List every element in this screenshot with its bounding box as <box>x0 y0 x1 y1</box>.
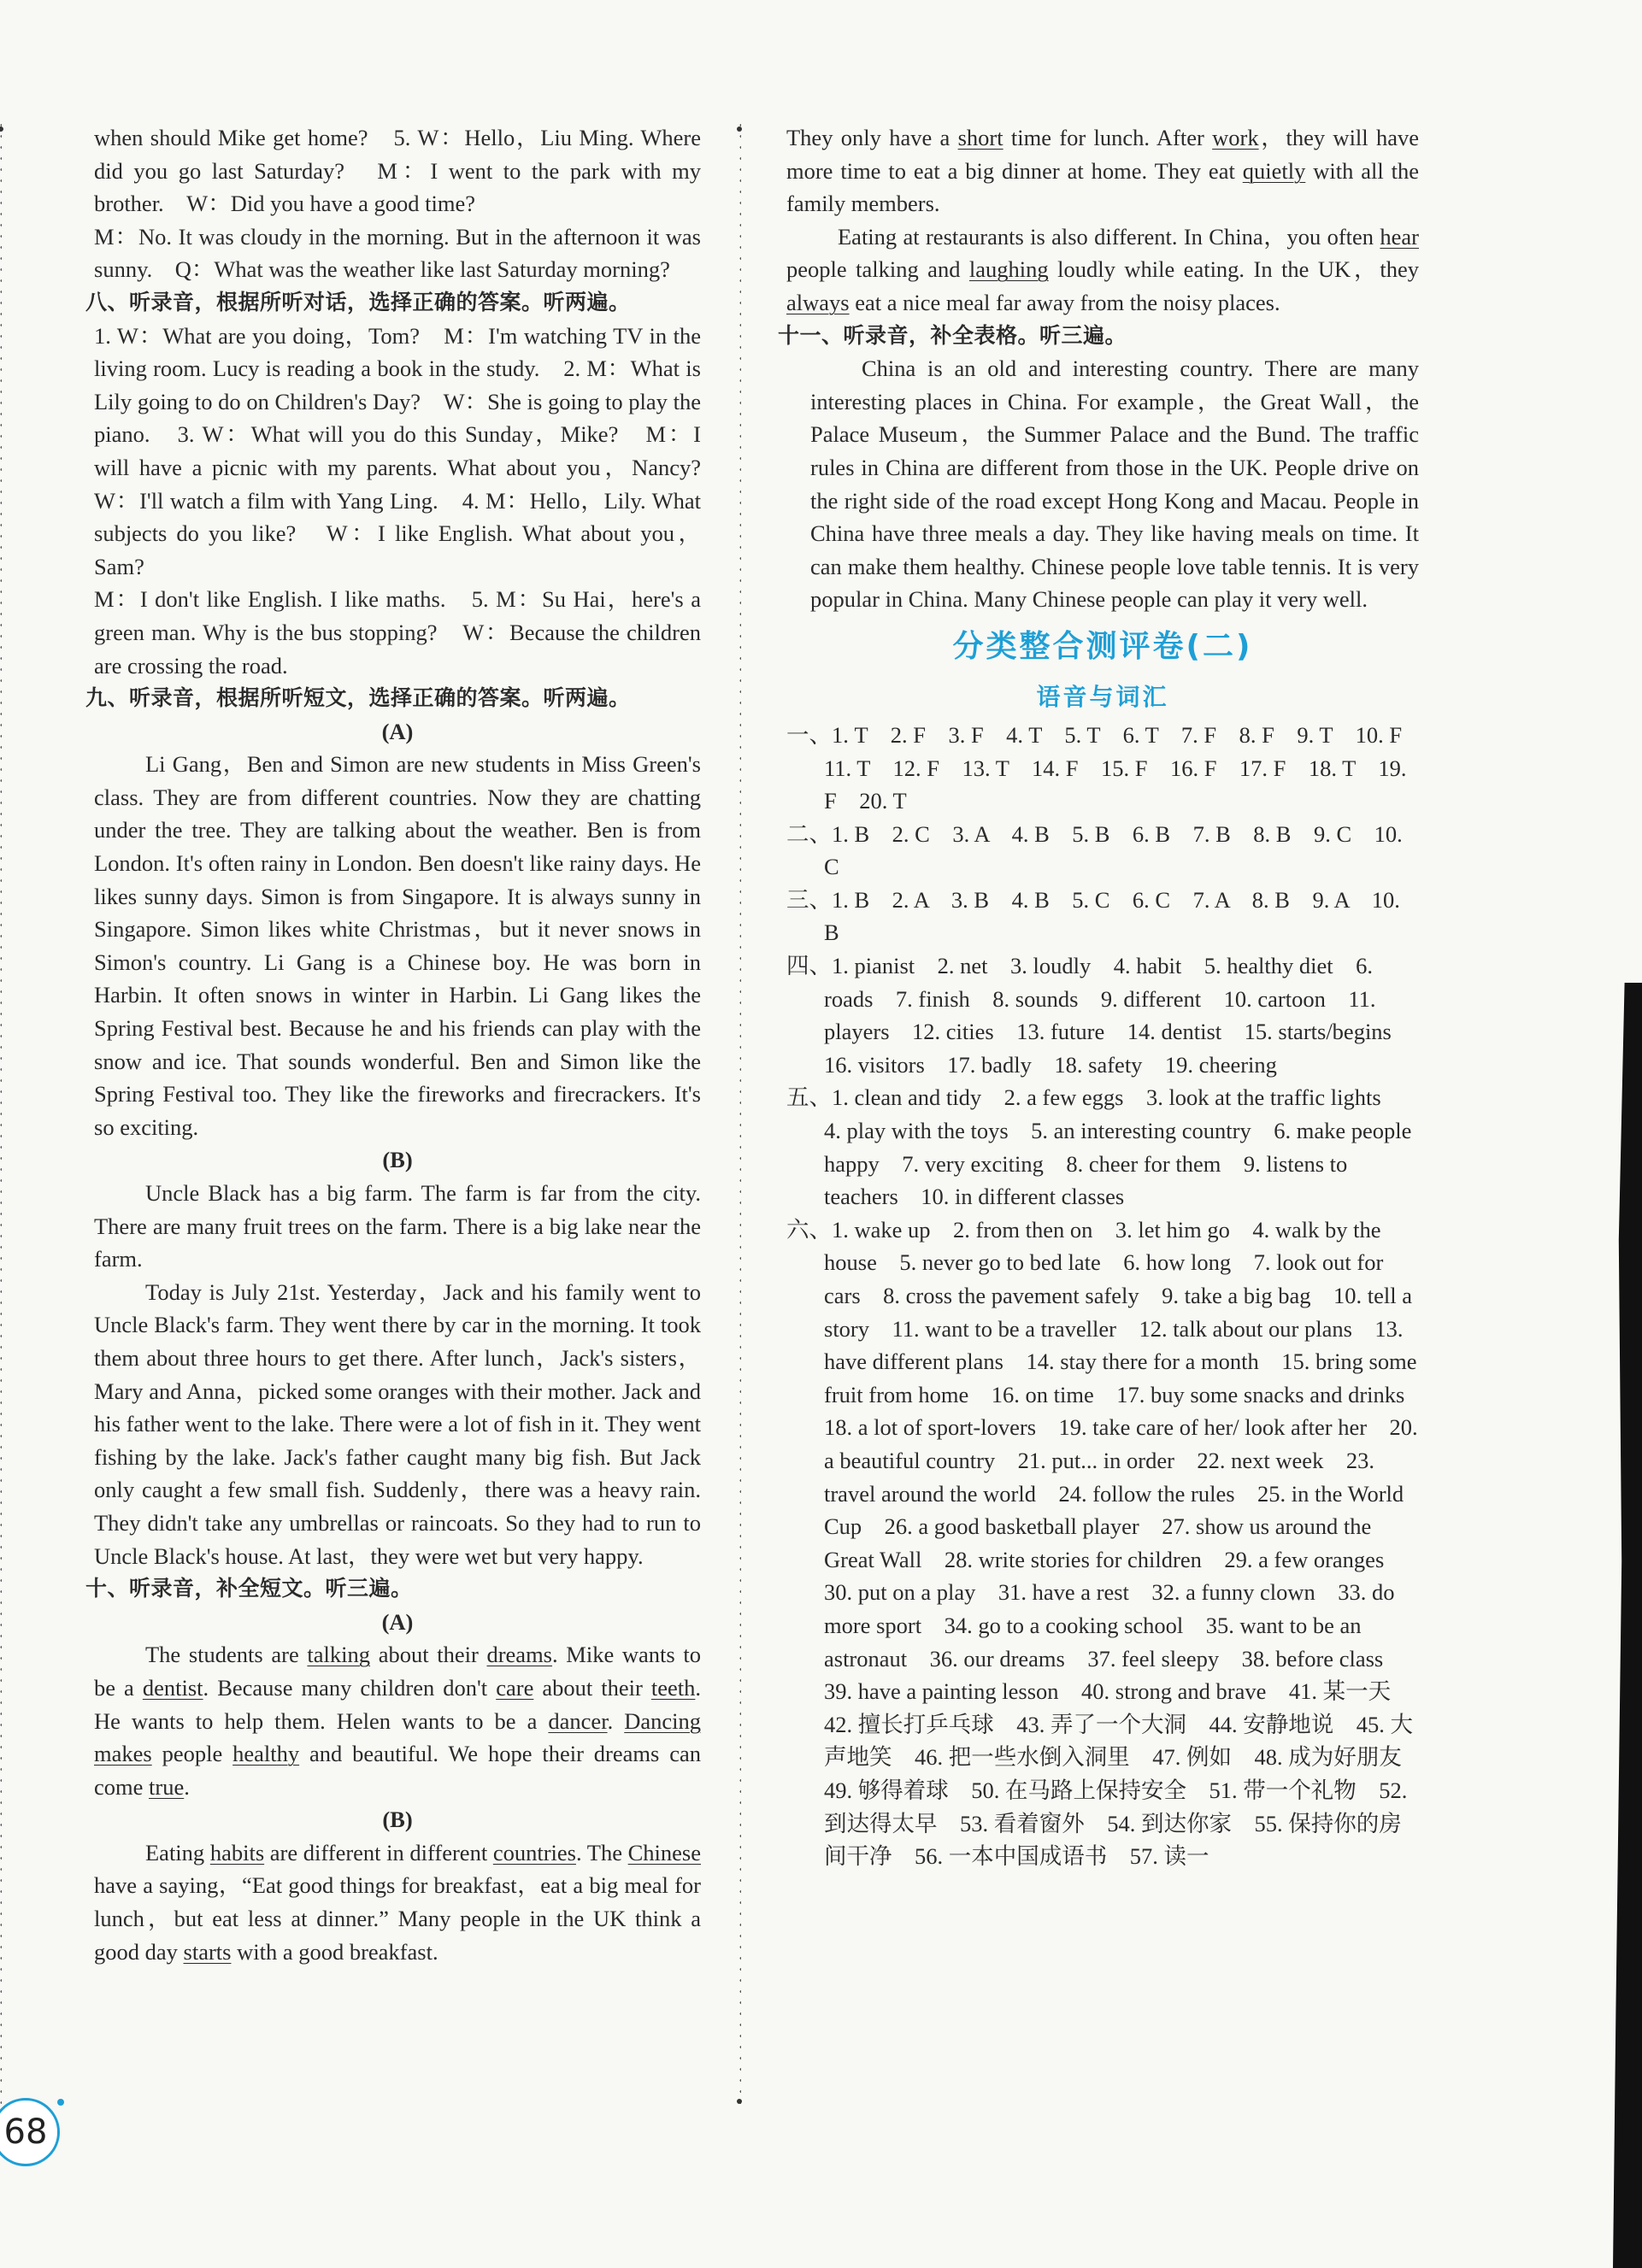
passage-text: . <box>184 1773 190 1800</box>
perforation-hole <box>737 126 742 132</box>
filled-blank-answer: dancer <box>548 1707 608 1734</box>
part-label-b: (B) <box>382 1147 413 1173</box>
filled-blank-answer: Dancing <box>624 1707 702 1734</box>
perforation-hole <box>0 126 3 132</box>
filled-blank-answer: countries <box>492 1839 576 1866</box>
table-passage: China is an old and interesting country. There are many interesting places in China. For example，the Great Wall，the Palace Museum，the Summer Palace and the Bund. The traffic rules in China are different from those in the UK. People drive on the right side of the road except Hong Kong and Macau. People in China have three meals a day. They like having meals on time. It can make them healthy. Chinese people love table tennis. It is very popular in China. Many Chinese people can play it very well. <box>810 355 1419 613</box>
passage-text: with a good breakfast. <box>231 1938 438 1965</box>
filled-blank-answer: always <box>786 289 850 315</box>
filled-blank-answer: makes <box>94 1741 152 1767</box>
passage-text: time for lunch. After <box>1003 125 1213 150</box>
right-column <box>778 121 1427 1873</box>
passage-text: are different in different <box>264 1839 493 1866</box>
part-label-a: (A) <box>381 1608 414 1635</box>
passage-text: Eating <box>145 1839 210 1866</box>
filled-blank-answer: short <box>957 125 1003 150</box>
passage-text: people talking and <box>786 256 969 283</box>
intro-para: M：No. It was cloudy in the morning. But in the afternoon it was sunny. Q：What was the weather like last Saturday morning? <box>94 223 701 283</box>
page-number: 68 <box>0 2098 60 2166</box>
filled-blank-answer: care <box>496 1674 534 1701</box>
passage-text: have a saying，“Eat good things for breakfast，eat a big meal for lunch，but eat less at dinner.” Many people in the UK think a good day <box>94 1872 701 1965</box>
answer-line: 二、1. B 2. C 3. A 4. B 5. B 6. B 7. B 8. B 9. C 10. C <box>786 820 1403 880</box>
passage-text: . Because many children don't <box>203 1674 497 1701</box>
test-subtitle: 语音与词汇 <box>1036 682 1169 711</box>
passage-a: Li Gang，Ben and Simon are new students in Miss Green's class. They are from different countries. Now they are chatting under the tree. They are talking about the weather. Ben is from London. It's often rainy in London. Ben doesn't like rainy days. He likes sunny days. Simon is from Singapore. It is always sunny in Singapore. Simon likes white Christmas，but it never snows in Simon's country. Li Gang is a Chinese boy. He was born in Harbin. It often snows in winter in Harbin. Li Gang likes the Spring Festival best. Because he and his friends can play with the snow and ice. That sounds wonderful. Ben and Simon like the Spring Festival too. They like the fireworks and firecrackers. It's so exciting. <box>94 751 701 1140</box>
filled-blank-answer: talking <box>307 1642 371 1668</box>
filled-blank-answer: Chinese <box>627 1839 701 1866</box>
filled-blank-answer: hear <box>1380 223 1419 250</box>
passage-text: . He wants to help them. Helen wants to be a <box>94 1674 702 1734</box>
filled-blank-answer: habits <box>209 1839 265 1866</box>
filled-blank-answer: starts <box>183 1938 232 1965</box>
passage-text: eat a nice meal far away from the noisy places. <box>849 289 1280 315</box>
center-perforation <box>739 120 741 2106</box>
filled-blank-answer: dentist <box>142 1674 203 1701</box>
dialogue-para: M：I don't like English. I like maths. 5. M：Su Hai，here's a green man. Why is the bus stopping? W：Because the children are crossing the road. <box>94 586 701 679</box>
cloze-passage-b-cont <box>786 121 1419 220</box>
filled-blank-answer: true <box>149 1773 185 1800</box>
passage-text: ，they will have more time to eat a big dinner at home. They eat <box>786 125 1419 184</box>
passage-text: about their <box>370 1642 487 1668</box>
answer-line: 六、1. wake up 2. from then on 3. let him go 4. walk by the house 5. never go to bed late 6. how long 7. look out for cars 8. cross the pavement safely 9. take a big bag 10. tell a story 11. want to be a traveller 12. talk about our plans 13. have different plans 14. stay there for a month 15. bring some fruit from home 16. on time 17. buy some snacks and drinks 18. a lot of sport-lovers 19. take care of her/ look after her 20. a beautiful country 21. put... in order 22. next week 23. travel around the world 24. follow the rules 25. in the World Cup 26. a good basketball player 27. show us around the Great Wall 28. write stories for children 29. a few oranges 30. put on a play 31. have a rest 32. a funny clown 33. do more sport 34. go to a cooking school 35. want to be an astronaut 36. our dreams 37. feel sleepy 38. before class 39. have a painting lesson 40. strong and brave 41. 某一天 42. 擅长打乒乓球 43. 弄了一个大洞 44. 安静地说 45. 大声地笑 46. 把一些水倒入洞里 47. 例如 48. 成为好朋友 49. 够得着球 50. 在马路上保持安全 51. 带一个礼物 52. 到达得太早 53. 看着窗外 54. 到达你家 55. 保持你的房间干净 56. 一本中国成语书 57. 读一 <box>786 1216 1427 1870</box>
dialogue-para: 1. W：What are you doing，Tom? M：I'm watching TV in the living room. Lucy is reading a book in the study. 2. M：What is Lily going to do on Children's Day? W：She is going to play the piano. 3. W：What will you do this Sunday，Mike? M：I will have a picnic with my parents. What about you，Nancy? W：I'll watch a film with Yang Ling. 4. M：Hello，Lily. What subjects do you like? W：I like English. What about you，Sam? <box>94 322 724 579</box>
filled-blank-answer: dreams <box>486 1642 552 1668</box>
passage-text: Eating at restaurants is also different. In China，you often <box>838 223 1380 250</box>
cloze-passage-b-cont2 <box>786 220 1419 320</box>
passage-text: about their <box>533 1674 651 1701</box>
passage-b-para2: Today is July 21st. Yesterday，Jack and his family went to Uncle Black's farm. They went there by car in the morning. It took them about three hours to get there. After lunch，Jack's sisters，Mary and Anna，picked some oranges with their mother. Jack and his father went to the lake. There were a lot of fish in it. They went fishing by the lake. Jack's father caught many big fish. But Jack only caught a few small fish. Suddenly，there was a heavy rain. They didn't take any umbrellas or raincoats. So they had to run to Uncle Black's house. At last，they were wet but very happy. <box>94 1278 701 1569</box>
cloze-passage-b <box>94 1836 701 1968</box>
passage-text: . <box>607 1707 625 1734</box>
filled-blank-answer: quietly <box>1242 157 1306 184</box>
passage-text: loudly while eating. In the UK，they <box>1048 256 1420 283</box>
part-label-a: (A) <box>381 718 414 744</box>
left-perforation <box>0 120 2 2106</box>
cloze-passage-a <box>94 1638 701 1803</box>
passage-text: . The <box>575 1839 628 1866</box>
scan-edge-shadow <box>1613 983 1642 2268</box>
passage-text: The students are <box>145 1642 308 1668</box>
passage-text: people <box>151 1741 233 1767</box>
section-heading-9: 九、听录音，根据所听短文，选择正确的答案。听两遍。 <box>85 685 631 711</box>
intro-para: when should Mike get home? 5. W：Hello，Liu Ming. Where did you go last Saturday? M：I went to the park with my brother. W：Did you have a good time? <box>94 125 701 217</box>
passage-b-para1: Uncle Black has a big farm. The farm is far from the city. There are many fruit trees on the farm. There is a big lake near the farm. <box>94 1180 701 1272</box>
answer-line: 四、1. pianist 2. net 3. loudly 4. habit 5. healthy diet 6. roads 7. finish 8. sounds 9. different 10. cartoon 11. players 12. cities 13. future 14. dentist 15. starts/begins 16. visitors 17. badly 18. safety 19. cheering <box>786 953 1415 1078</box>
filled-blank-answer: work <box>1212 125 1259 150</box>
filled-blank-answer: healthy <box>232 1741 300 1767</box>
answer-line: 五、1. clean and tidy 2. a few eggs 3. look at the traffic lights 4. play with the toys 5. an interesting country 6. make people happy 7. very exciting 8. cheer for them 9. listens to teachers 10. in different classes <box>786 1084 1412 1210</box>
part-label-b: (B) <box>382 1807 413 1833</box>
left-column <box>85 121 724 1968</box>
test-title: 分类整合测评卷(二) <box>952 628 1253 664</box>
passage-text: and beautiful. We hope their dreams can come <box>94 1741 701 1800</box>
perforation-hole <box>737 2099 742 2104</box>
filled-blank-answer: teeth <box>650 1674 696 1701</box>
answer-line: 三、1. B 2. A 3. B 4. B 5. C 6. C 7. A 8. B 9. A 10. B <box>786 886 1400 946</box>
answer-line: 一、1. T 2. F 3. F 4. T 5. T 6. T 7. F 8. F 9. T 10. F 11. T 12. F 13. T 14. F 15. F 16. F 17. F 18. T 19. F 20. T <box>786 721 1425 814</box>
passage-text: . Mike wants to be a <box>94 1642 701 1701</box>
passage-text: with all the family members. <box>786 157 1419 217</box>
section-heading-11: 十一、听录音，补全表格。听三遍。 <box>778 322 1127 348</box>
passage-text: They only have a <box>786 125 958 150</box>
filled-blank-answer: laughing <box>968 256 1049 283</box>
section-heading-8: 八、听录音，根据所听对话，选择正确的答案。听两遍。 <box>85 289 631 314</box>
section-heading-10: 十、听录音，补全短文。听三遍。 <box>85 1576 413 1601</box>
